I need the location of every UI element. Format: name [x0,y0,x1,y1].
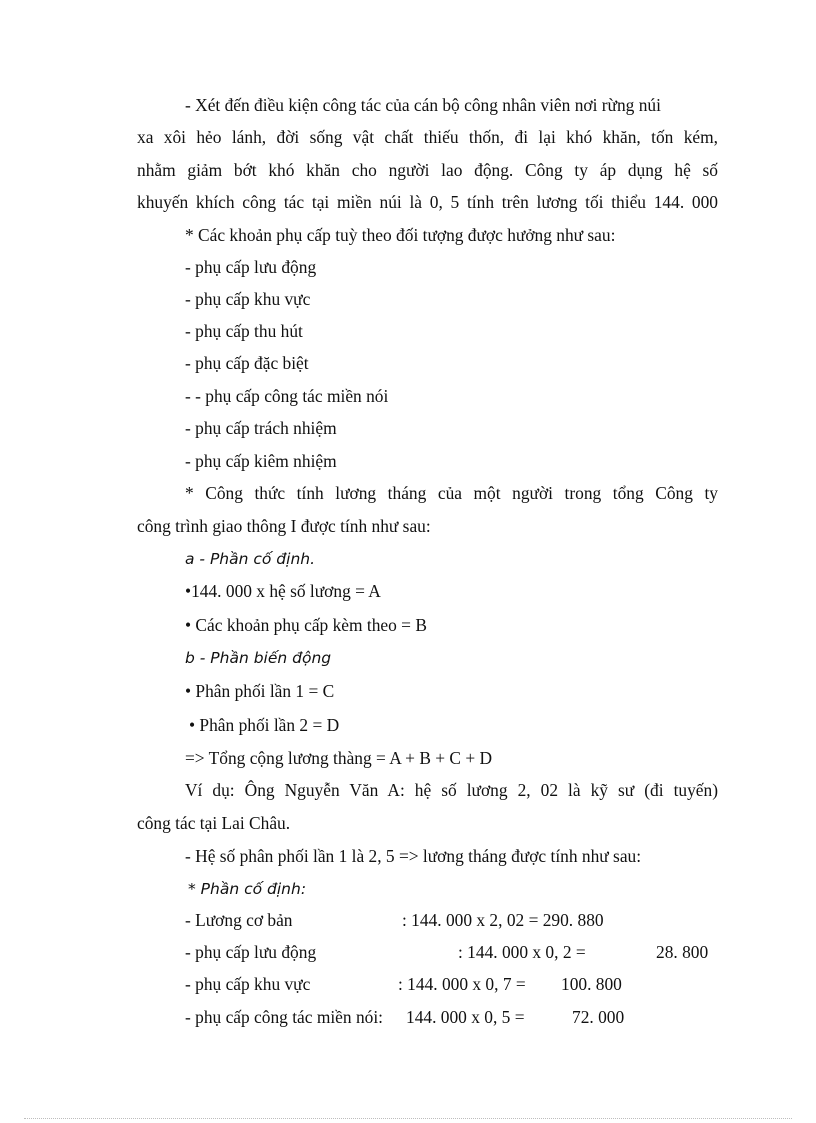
paragraph-line: nhằm giảm bớt khó khăn cho người lao động. Công ty áp dụng hệ số [137,160,718,180]
salary-row-label: - phụ cấp công tác miền nói: [185,1007,383,1027]
list-item: - phụ cấp trách nhiệm [185,418,337,438]
salary-row-formula: : 144. 000 x 0, 7 = [398,974,526,994]
paragraph-line: * Công thức tính lương tháng của một người trong tổng Công ty [185,483,718,503]
formula-item: • Phân phối lần 2 = D [189,715,340,735]
formula-item: • Các khoản phụ cấp kèm theo = B [185,615,427,635]
salary-row-formula: : 144. 000 x 2, 02 = 290. 880 [402,910,604,930]
section-heading: * Các khoản phụ cấp tuỳ theo đối tượng được hưởng như sau: [185,225,616,245]
list-item: - phụ cấp kiêm nhiệm [185,451,337,471]
list-item: - phụ cấp khu vực [185,289,311,309]
list-item: - phụ cấp đặc biệt [185,353,309,373]
paragraph-line: - Xét đến điều kiện công tác của cán bộ công nhân viên nơi rừng núi [185,95,661,115]
formula-total: => Tổng cộng lương thàng = A + B + C + D [185,748,493,768]
salary-row-label: - phụ cấp lưu động [185,942,317,962]
salary-row-value: 100. 800 [561,974,622,994]
subheading: a - Phần cố định. [185,550,316,568]
paragraph-line: Ví dụ: Ông Nguyễn Văn A: hệ số lương 2, 02 là kỹ sư (đi tuyến) [185,780,718,800]
paragraph-line: khuyến khích công tác tại miền núi là 0, 5 tính trên lương tối thiểu 144. 000 [137,192,718,212]
salary-row-formula: 144. 000 x 0, 5 = [406,1007,525,1027]
formula-item: •144. 000 x hệ số lương = A [185,581,381,601]
formula-item: • Phân phối lần 1 = C [185,681,335,701]
salary-row-value: 72. 000 [572,1007,625,1027]
paragraph-line: công tác tại Lai Châu. [137,813,291,833]
salary-row-formula: : 144. 000 x 0, 2 = [458,942,586,962]
salary-row-value: 28. 800 [656,942,709,962]
list-item: - - phụ cấp công tác miền nói [185,386,389,406]
subheading: b - Phần biến động [185,649,332,667]
salary-row-label: - phụ cấp khu vực [185,974,311,994]
paragraph-line: - Hệ số phân phối lần 1 là 2, 5 => lương tháng được tính như sau: [185,846,642,866]
list-item: - phụ cấp lưu động [185,257,317,277]
page-bottom-divider [24,1118,792,1119]
paragraph-line: công trình giao thông I được tính như sau: [137,516,431,536]
subheading: * Phần cố định: [188,880,307,898]
salary-row-label: - Lương cơ bản [185,910,293,930]
paragraph-line: xa xôi hẻo lánh, đời sống vật chất thiếu thốn, đi lại khó khăn, tốn kém, [137,127,718,147]
list-item: - phụ cấp thu hút [185,321,303,341]
